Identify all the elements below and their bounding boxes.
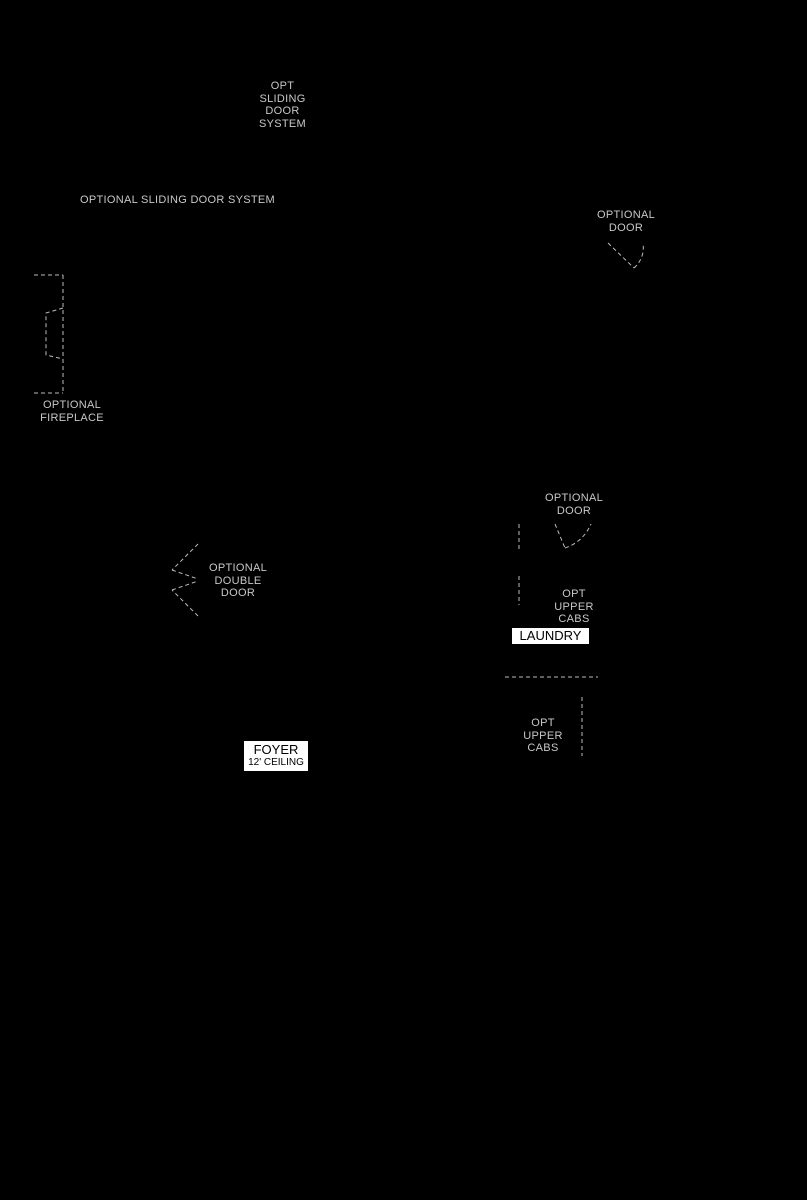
fireplace-outline (34, 275, 63, 393)
room-ceiling-foyer: 12' CEILING (248, 757, 304, 768)
optional-door-swing-top (608, 243, 643, 268)
optional-double-door-swing (172, 544, 198, 616)
room-name-laundry: LAUNDRY (519, 628, 582, 643)
room-name-foyer: FOYER (253, 742, 299, 757)
optional-sliding-door-system-label: OPTIONAL SLIDING DOOR SYSTEM (80, 194, 276, 206)
optional-door-laundry-label: OPTIONAL DOOR (544, 492, 604, 517)
optional-double-door-label: OPTIONAL DOUBLE DOOR (208, 562, 268, 599)
room-tag-foyer (244, 741, 308, 771)
room-tag-laundry (512, 628, 589, 644)
opt-upper-cabs-label-2: OPT UPPER CABS (523, 717, 563, 754)
optional-fireplace-label: OPTIONAL FIREPLACE (40, 399, 104, 424)
optional-door-top-label: OPTIONAL DOOR (596, 209, 656, 234)
opt-upper-cabs-label-1: OPT UPPER CABS (554, 588, 594, 625)
opt-sliding-door-system-label: OPT SLIDING DOOR SYSTEM (258, 80, 307, 130)
